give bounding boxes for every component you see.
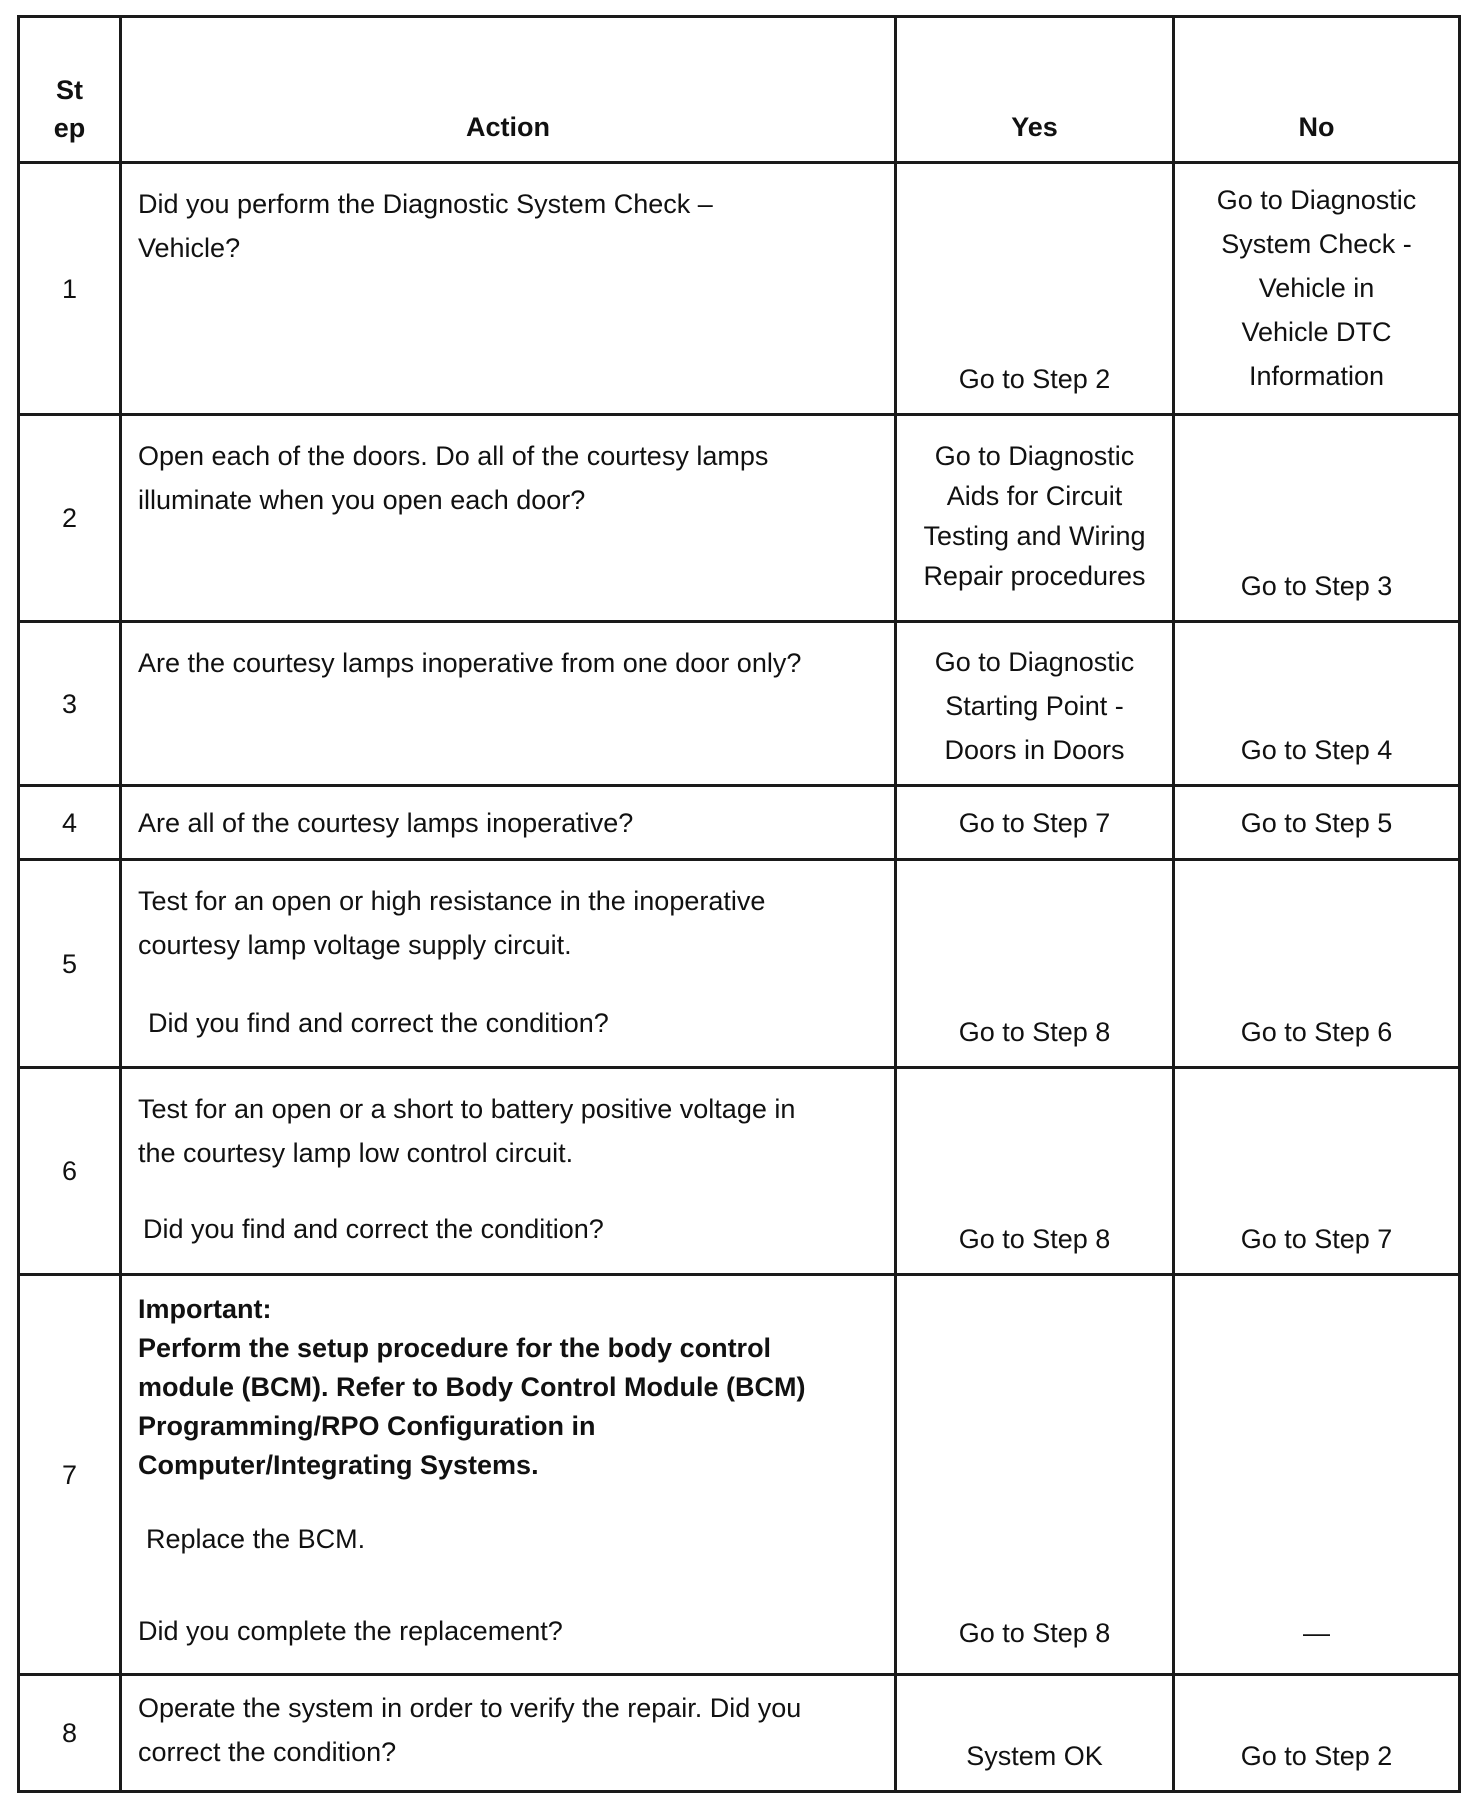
yes-cell: Go to Step 2	[896, 163, 1174, 415]
yes-text: Testing and Wiring	[923, 521, 1146, 551]
header-row	[19, 17, 1460, 163]
action-question: Did you find and correct the condition?	[143, 1214, 604, 1244]
action-text: Are the courtesy lamps inoperative from one door only?	[138, 648, 802, 678]
step-number: 4	[19, 786, 121, 860]
action-cell	[121, 622, 896, 786]
yes-cell: Go to Step 8	[896, 1068, 1174, 1275]
table-row	[19, 163, 1460, 415]
action-text: Are all of the courtesy lamps inoperative?	[138, 807, 634, 838]
no-cell: Go to Step 6	[1174, 860, 1460, 1068]
yes-cell: System OK	[896, 1675, 1174, 1792]
table-row	[19, 860, 1460, 1068]
step-number: 2	[19, 415, 121, 622]
step-number: 7	[19, 1275, 121, 1675]
yes-cell: Go to Step 8	[896, 1275, 1174, 1675]
no-cell: Go to Step 2	[1174, 1675, 1460, 1792]
header-no: No	[1174, 17, 1460, 163]
action-cell	[121, 1675, 896, 1792]
header-step-line2: ep	[53, 113, 86, 143]
action-text: the courtesy lamp low control circuit.	[138, 1138, 574, 1168]
action-text: correct the condition?	[138, 1737, 397, 1767]
action-text: Test for an open or a short to battery positive voltage in	[138, 1094, 796, 1124]
diagnostic-table	[17, 15, 1461, 1793]
spacer	[138, 1175, 878, 1207]
action-text: Did you perform the Diagnostic System Check –	[138, 189, 713, 219]
step-number: 8	[19, 1675, 121, 1792]
no-text: Information	[1248, 361, 1385, 391]
yes-cell	[896, 415, 1174, 622]
action-instruction: Replace the BCM.	[146, 1524, 366, 1554]
important-text: Programming/RPO Configuration in	[138, 1411, 596, 1441]
important-text: module (BCM). Refer to Body Control Module (BCM)	[138, 1372, 806, 1402]
header-yes: Yes	[896, 17, 1174, 163]
step-number: 1	[19, 163, 121, 415]
no-text: Vehicle DTC	[1241, 317, 1392, 347]
spacer	[138, 967, 878, 1001]
no-value-dash: —	[1303, 1618, 1330, 1648]
action-question: Did you find and correct the condition?	[148, 1008, 609, 1038]
yes-cell: Go to Step 8	[896, 860, 1174, 1068]
yes-cell: Go to Step 7	[896, 786, 1174, 860]
spacer	[138, 1485, 878, 1517]
yes-text: Go to Diagnostic	[934, 441, 1135, 471]
action-cell	[121, 415, 896, 622]
action-cell	[121, 1068, 896, 1275]
no-text: Go to Diagnostic	[1216, 185, 1417, 215]
yes-text: Doors in Doors	[944, 735, 1125, 765]
table-row	[19, 622, 1460, 786]
yes-cell	[896, 622, 1174, 786]
action-text: Vehicle?	[138, 233, 241, 263]
no-cell	[1174, 1275, 1460, 1675]
action-cell	[121, 860, 896, 1068]
header-step-line1: St	[56, 75, 83, 105]
action-cell	[121, 1275, 896, 1675]
important-label: Important:	[138, 1294, 272, 1324]
action-text: Test for an open or high resistance in the inoperative	[138, 886, 766, 916]
no-cell: Go to Step 3	[1174, 415, 1460, 622]
step-number: 3	[19, 622, 121, 786]
header-step	[19, 17, 121, 163]
action-text: courtesy lamp voltage supply circuit.	[138, 930, 572, 960]
yes-text: Repair procedures	[923, 561, 1146, 591]
step-number: 5	[19, 860, 121, 1068]
action-text: Open each of the doors. Do all of the courtesy lamps	[138, 441, 769, 471]
yes-text: Aids for Circuit	[946, 481, 1123, 511]
important-text: Perform the setup procedure for the body control	[138, 1333, 772, 1363]
no-cell: Go to Step 5	[1174, 786, 1460, 860]
important-text: Computer/Integrating Systems.	[138, 1450, 539, 1480]
header-action: Action	[121, 17, 896, 163]
table-row	[19, 1275, 1460, 1675]
no-cell	[1174, 163, 1460, 415]
spacer	[138, 1561, 878, 1609]
action-text: illuminate when you open each door?	[138, 485, 586, 515]
action-cell	[121, 163, 896, 415]
no-text: Vehicle in	[1258, 273, 1375, 303]
action-question: Did you complete the replacement?	[138, 1616, 563, 1646]
yes-text: Starting Point -	[945, 691, 1124, 721]
table-row	[19, 1068, 1460, 1275]
action-cell	[121, 786, 896, 860]
no-cell: Go to Step 7	[1174, 1068, 1460, 1275]
step-number: 6	[19, 1068, 121, 1275]
table-row	[19, 786, 1460, 860]
no-cell: Go to Step 4	[1174, 622, 1460, 786]
yes-text: Go to Diagnostic	[934, 647, 1135, 677]
no-text: System Check -	[1221, 229, 1412, 259]
action-text: Operate the system in order to verify the repair. Did you	[138, 1693, 802, 1723]
table-row	[19, 415, 1460, 622]
table-row	[19, 1675, 1460, 1792]
